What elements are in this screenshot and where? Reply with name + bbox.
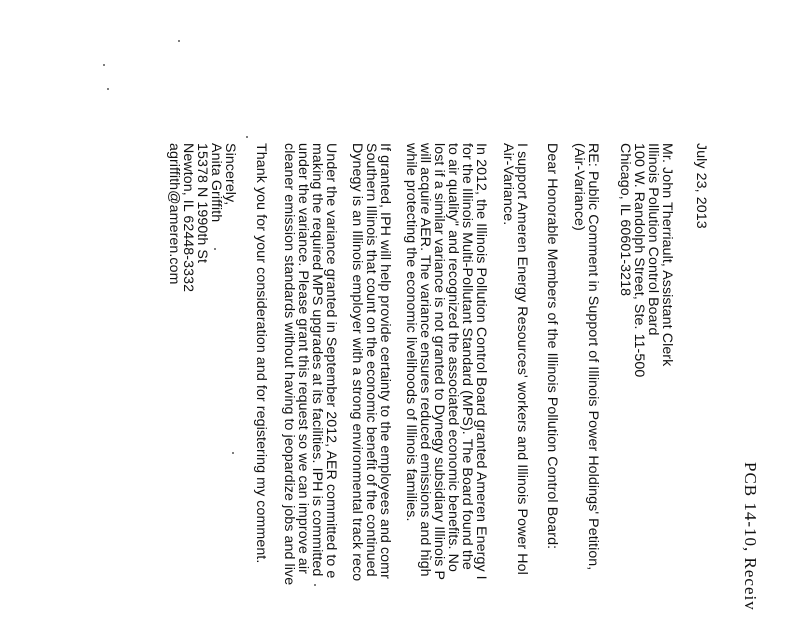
paragraph-line: Air-Variance. [500, 143, 516, 226]
signature-line: Anita Griffith [208, 143, 224, 223]
signature-line: Newton, IL 62448-3332 [180, 143, 196, 293]
paragraph-line: making the required MPS upgrades at its facilities. IPH is committed [309, 143, 325, 577]
recipient-line: Chicago, IL 60601-3218 [617, 143, 633, 297]
docket-stamp: PCB 14-10, Receiv [741, 462, 760, 611]
paragraph-line: Southern Illinois that count on the economic benefit of the continued [363, 143, 379, 577]
paragraph-line: for the Illinois Multi-Pollutant Standard (MPS). The Board found the [459, 143, 475, 570]
paragraph-line: lost if a similar variance is not granted to Dynegy subsidiary Illinois P [431, 143, 447, 581]
paragraph-line: In 2012, the Illinois Pollution Control Board granted Ameren Energy I [473, 143, 489, 580]
signoff: Sincerely, [222, 143, 238, 206]
paragraph-line: cleaner emission standards without having to jeopardize jobs and live [281, 143, 297, 586]
paragraph-line: under the variance. Please grant this request so we can improve air [295, 143, 311, 574]
recipient-line: 100 W. Randolph Street, Ste. 11-500 [631, 143, 647, 378]
signature-line: 15378 N 1990th St [194, 143, 210, 264]
recipient-line: Illinois Pollution Control Board [645, 143, 661, 336]
closing-paragraph: Thank you for your consideration and for registering my comment. [253, 143, 269, 564]
letter-date: July 23, 2013 [693, 143, 709, 229]
paragraph-line: I support Ameren Energy Resources' workers and Illinois Power Hol [514, 143, 530, 575]
paragraph-line: If granted, IPH will help provide certainty to the employees and comr [377, 143, 393, 579]
salutation: Dear Honorable Members of the Illinois Pollution Control Board: [544, 143, 560, 550]
signature-email: agriffith@ameren.com [166, 143, 182, 285]
subject-line: (Air-Variance) [571, 143, 587, 231]
recipient-line: Mr. John Therriault, Assistant Clerk [659, 143, 675, 367]
paragraph-line: Under the variance granted in September 2012, AER committed to e [323, 143, 339, 579]
paragraph-line: will acquire AER. The variance ensures reduced emissions and high [417, 143, 433, 577]
paragraph-line: while protecting the economic livelihoods of Illinois families. [403, 143, 419, 522]
paragraph-line: to air quality" and recognized the associated economic benefits. No [445, 143, 461, 572]
subject-line: RE: Public Comment in Support of Illinois Power Holdings' Petition, [585, 143, 601, 571]
paragraph-line: Dynegy is an Illinois employer with a strong environmental track reco [349, 143, 365, 582]
